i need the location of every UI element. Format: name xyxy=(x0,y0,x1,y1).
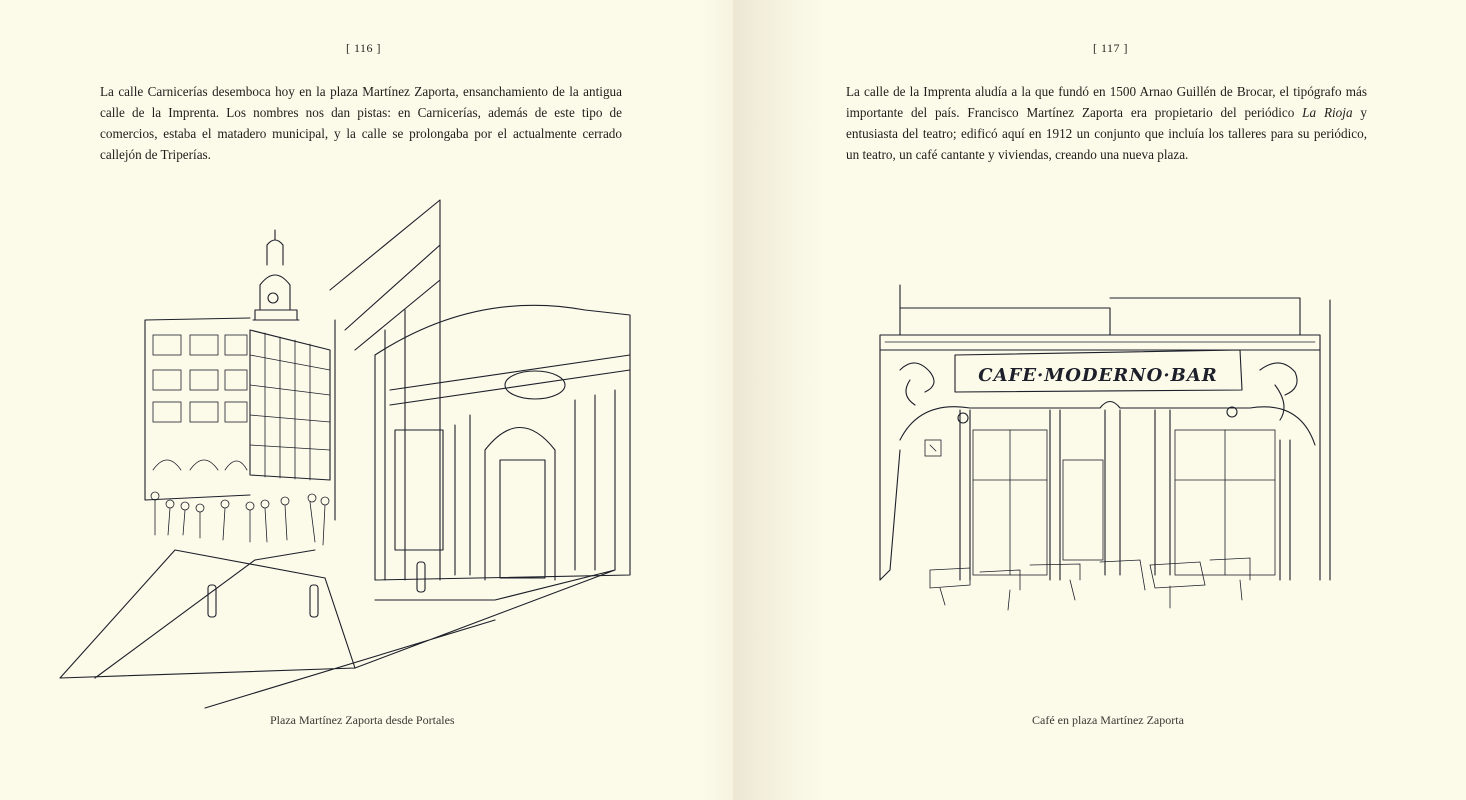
left-caption: Plaza Martínez Zaporta desde Portales xyxy=(270,713,455,727)
newspaper-title: La Rioja xyxy=(1302,105,1353,120)
right-paragraph xyxy=(846,81,1367,165)
gutter-shadow-right xyxy=(733,0,828,800)
left-paragraph: La calle Carnicerías desemboca hoy en la plaza Martínez Zaporta, ensanchamiento de la antigua calle de la Imprenta. Los nombres nos dan pistas: en Carnicerías, además de este tipo de comercios, estaba el matadero municipal, y la calle se prolongaba por el actualmente cerrado callejón de Triperías. xyxy=(100,84,622,162)
plaza-sketch-illustration xyxy=(55,190,635,710)
cafe-sketch-illustration xyxy=(870,280,1360,620)
cafe-sign-text: CAFE·MODERNO·BAR xyxy=(978,365,1218,386)
left-body-text xyxy=(100,81,622,165)
right-body-text xyxy=(846,81,1367,165)
right-paragraph-part2: y entusiasta del teatro; edificó aquí en 1912 un conjunto que incluía los talleres para su periódico, un teatro, un café cantante y viviendas, creando una nueva plaza. xyxy=(846,105,1368,162)
right-caption: Café en plaza Martínez Zaporta xyxy=(1032,713,1184,727)
gutter-shadow-left xyxy=(700,0,733,800)
right-paragraph-part1: La calle de la Imprenta aludía a la que fundó en 1500 Arnao Guillén de Brocar, el tipógrafo más importante del país. Francisco Martínez Zaporta era propietario del periódico xyxy=(846,84,1367,120)
page-number-right: [ 117 ] xyxy=(1093,41,1129,55)
page-number-left: [ 116 ] xyxy=(346,41,382,55)
